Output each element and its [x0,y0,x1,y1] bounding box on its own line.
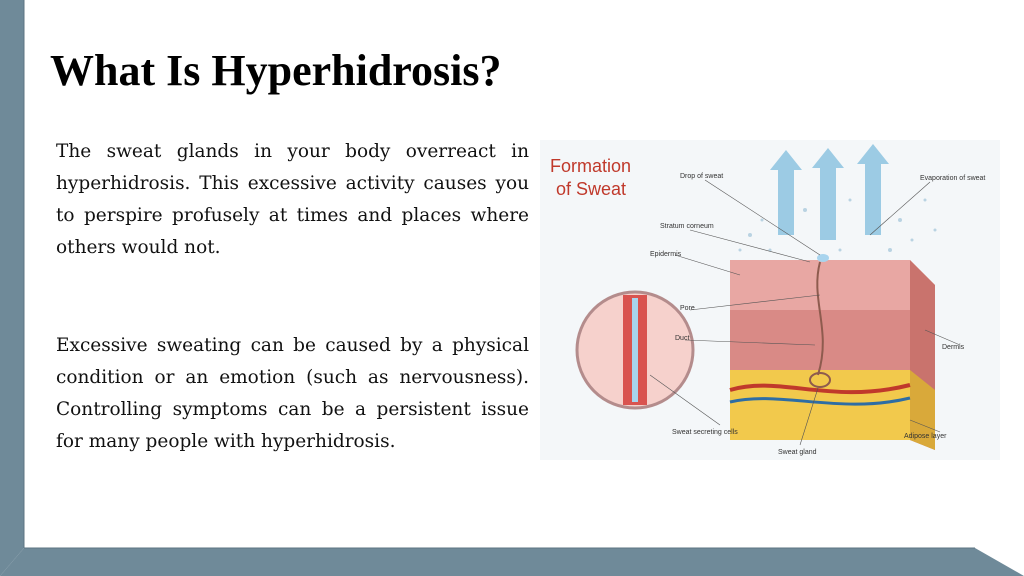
label-epidermis: Epidermis [650,251,682,258]
evaporation-arrows [770,144,889,240]
sweat-formation-illustration [540,140,1000,460]
label-dermis: Dermis [942,344,965,351]
label-stratum-corneum: Stratum corneum [660,223,714,230]
label-evaporation: Evaporation of sweat [920,175,986,182]
label-adipose-layer: Adipose layer [904,433,947,440]
label-drop-of-sweat: Drop of sweat [680,173,724,180]
slide-title: What Is Hyperhidrosis? [50,46,502,95]
paragraph-causes: Excessive sweating can be caused by a physical condition or an emotion (such as nervousness). Controlling symptoms can be a persistent issue for many people with hyperhidrosis. [56,335,529,452]
sweat-drop [817,254,829,262]
label-duct: Duct [675,335,690,342]
adipose-layer-block [730,370,910,440]
figure-title-line1: Formation [550,156,632,176]
label-pore: Pore [680,305,695,312]
paragraph-definition: The sweat glands in your body overreact in hyperhidrosis. This excessive activity causes you to perspire profusely at times and places where others would not. [56,141,529,258]
label-sweat-gland: Sweat gland [778,449,817,456]
figure-title-line2: of Sweat [556,179,627,199]
illustration-svg [540,140,1000,460]
label-sweat-secreting-cells: Sweat secreting cells [672,429,738,436]
frame-bottom-bar [0,548,1024,576]
frame-left-bar [0,0,24,576]
